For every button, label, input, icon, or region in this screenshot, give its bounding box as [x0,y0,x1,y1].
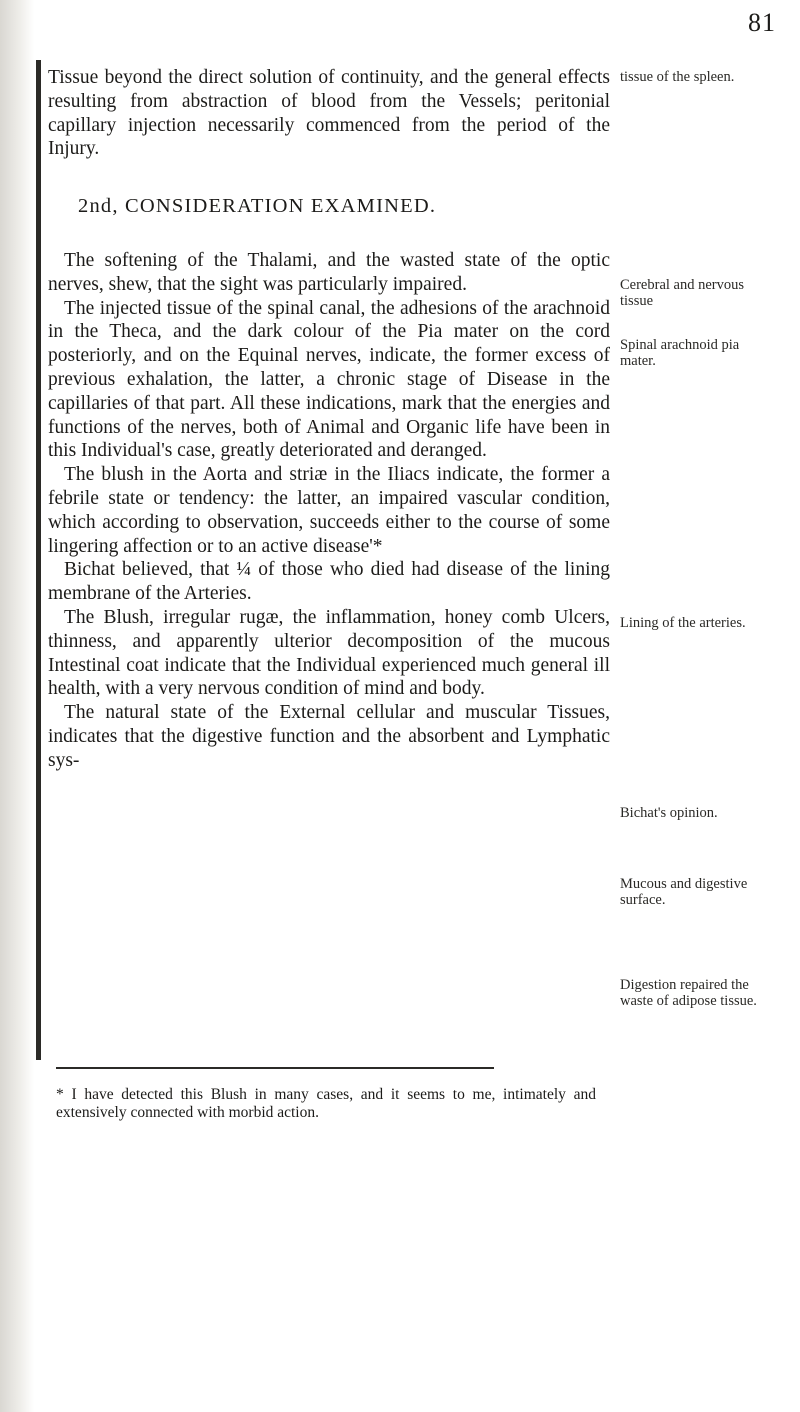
page-number: 81 [748,8,776,37]
paragraph-spinal-canal: The injected tissue of the spinal canal, the adhesions of the arachnoid in the Theca, and the dark colour of the Pia mater on the cord posteriorly, and on the Equinal nerves, indicate, the former excess of previous exhalation, the latter, a chronic stage of Disease in the capillaries of that part. All these indications, mark that the energies and functions of the nerves, both of Animal and Organic life have been in this Individual's case, greatly deteriorated and deranged. [48,297,610,462]
footnote: * I have detected this Blush in many cases, and it seems to me, intimately and extensively connected with morbid action. [56,1086,596,1121]
footnote-rule [56,1067,494,1069]
margin-note-cerebral: Cerebral and nervous tissue [620,277,745,309]
paragraph-bichat: Bichat believed, that ¼ of those who died had disease of the lining membrane of the Arteries. [48,559,610,605]
page-binding-edge [0,0,34,1412]
paragraph-mucous: The Blush, irregular rugæ, the inflammation, honey comb Ulcers, thinness, and apparently ulterior decomposition of the mucous Intestinal coat indicate that the Individual experienced much general ill health, with a very nervous condition of mind and body. [48,606,610,700]
margin-note-spleen: tissue of the spleen. [620,69,735,85]
body-text [48,66,610,773]
paragraph-cellular: The natural state of the External cellular and muscular Tissues, indicates that the digestive function and the absorbent and Lymphatic sys- [48,702,610,771]
margin-note-arteries: Lining of the arteries. [620,615,746,631]
section-heading: 2nd, CONSIDERATION EXAMINED. [78,195,437,218]
paragraph-aorta: The blush in the Aorta and striæ in the Iliacs indicate, the former a febrile state or tendency: the latter, an impaired vascular condition, which according to observation, succeeds either to the course of some lingering affection or to an active disease'* [48,464,610,557]
margin-note-spinal: Spinal arachnoid pia mater. [620,337,740,369]
margin-note-digestion: Digestion repaired the waste of adipose tissue. [620,977,757,1009]
binding-margin-line [36,60,41,1060]
paragraph-thalami: The softening of the Thalami, and the wasted state of the optic nerves, shew, that the sight was particularly impaired. [48,249,610,295]
margin-note-bichat: Bichat's opinion. [620,805,718,821]
intro-paragraph: Tissue beyond the direct solution of continuity, and the general effects resulting from abstraction of blood from the Vessels; peritonial capillary injection necessarily commenced from the period of the Injury. [48,67,610,160]
margin-note-mucous: Mucous and digestive surface. [620,876,748,908]
